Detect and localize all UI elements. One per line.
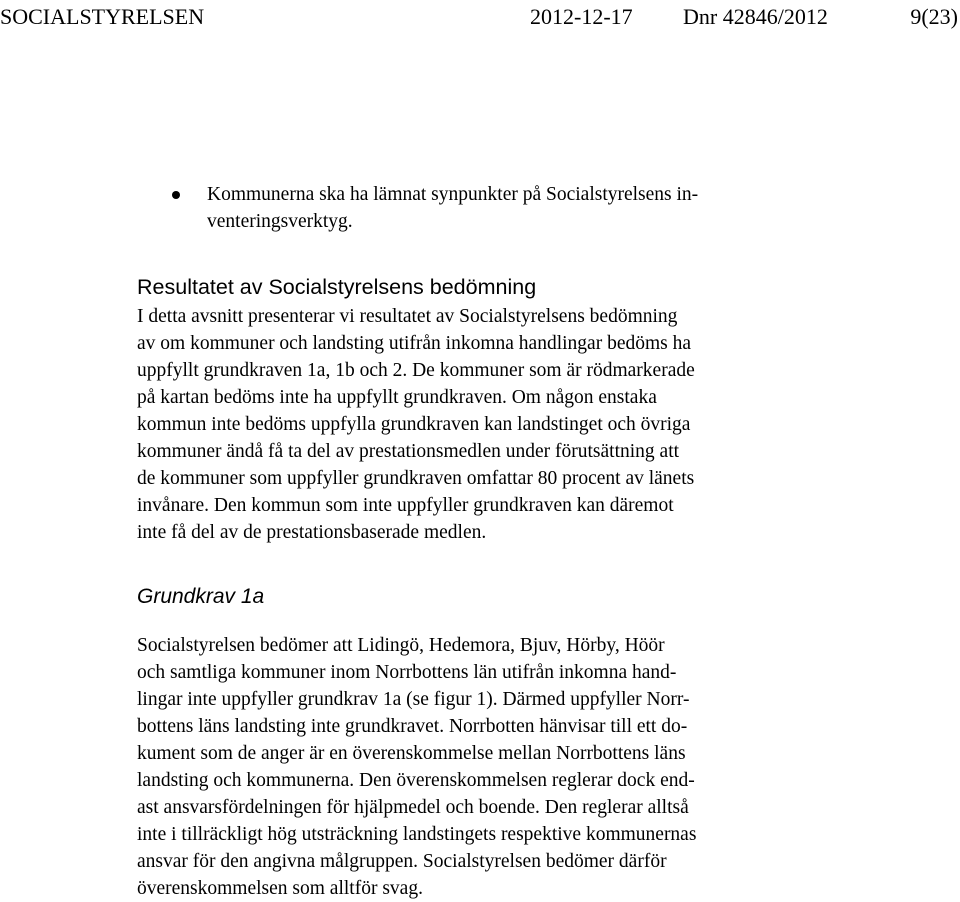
paragraph-line: invånare. Den kommun som inte uppfyller grundkraven kan däremot bbox=[137, 495, 674, 516]
bullet-list bbox=[137, 181, 817, 235]
paragraph-line: landsting och kommunerna. Den överenskommelsen reglerar dock end- bbox=[137, 770, 695, 791]
paragraph-line: överenskommelsen som alltför svag. bbox=[137, 878, 423, 899]
paragraph-line: Socialstyrelsen bedömer att Lidingö, Hedemora, Bjuv, Hörby, Höör bbox=[137, 635, 665, 656]
document-body bbox=[137, 181, 817, 902]
paragraph-line: uppfyllt grundkraven 1a, 1b och 2. De kommuner som är rödmarkerade bbox=[137, 360, 695, 381]
paragraph-result bbox=[137, 303, 817, 546]
bullet-text-line: Kommunerna ska ha lämnat synpunkter på Socialstyrelsens in- bbox=[207, 184, 699, 205]
paragraph-line: kommuner ändå få ta del av prestationsmedlen under förutsättning att bbox=[137, 441, 680, 462]
section-heading-grundkrav-1a: Grundkrav 1a bbox=[137, 585, 265, 608]
list-item bbox=[137, 181, 817, 235]
paragraph-line: bottens läns landsting inte grundkravet. Norrbotten hänvisar till ett do- bbox=[137, 716, 688, 737]
paragraph-line: lingar inte uppfyller grundkrav 1a (se figur 1). Därmed uppfyller Norr- bbox=[137, 689, 690, 710]
paragraph-line: ast ansvarsfördelningen för hjälpmedel och boende. Den reglerar alltså bbox=[137, 797, 689, 818]
header-date: 2012-12-17 bbox=[530, 4, 633, 29]
paragraph-line: kommun inte bedöms uppfylla grundkraven kan landstinget och övriga bbox=[137, 414, 691, 435]
paragraph-line: och samtliga kommuner inom Norrbottens län utifrån inkomna hand- bbox=[137, 662, 677, 683]
paragraph-line: inte i tillräckligt hög utsträckning landstingets respektive kommunernas bbox=[137, 824, 697, 845]
paragraph-line: de kommuner som uppfyller grundkraven omfattar 80 procent av länets bbox=[137, 468, 695, 489]
section-heading-result: Resultatet av Socialstyrelsens bedömning bbox=[137, 275, 537, 299]
header-page-number: 9(23) bbox=[910, 4, 958, 29]
paragraph-line: kument som de anger är en överenskommelse mellan Norrbottens läns bbox=[137, 743, 686, 764]
page-header bbox=[0, 2, 960, 34]
bullet-text-line: venteringsverktyg. bbox=[207, 211, 353, 232]
paragraph-line: ansvar för den angivna målgruppen. Socialstyrelsen bedömer därför bbox=[137, 851, 667, 872]
paragraph-line: inte få del av de prestationsbaserade medlen. bbox=[137, 522, 487, 543]
header-reference-number: Dnr 42846/2012 bbox=[683, 4, 828, 29]
header-organization: SOCIALSTYRELSEN bbox=[0, 4, 205, 29]
paragraph-line: I detta avsnitt presenterar vi resultatet av Socialstyrelsens bedömning bbox=[137, 306, 678, 327]
paragraph-grundkrav-1a bbox=[137, 632, 817, 902]
bullet-icon bbox=[172, 191, 180, 199]
paragraph-line: av om kommuner och landsting utifrån inkomna handlingar bedöms ha bbox=[137, 333, 692, 354]
paragraph-line: på kartan bedöms inte ha uppfyllt grundkraven. Om någon enstaka bbox=[137, 387, 657, 408]
